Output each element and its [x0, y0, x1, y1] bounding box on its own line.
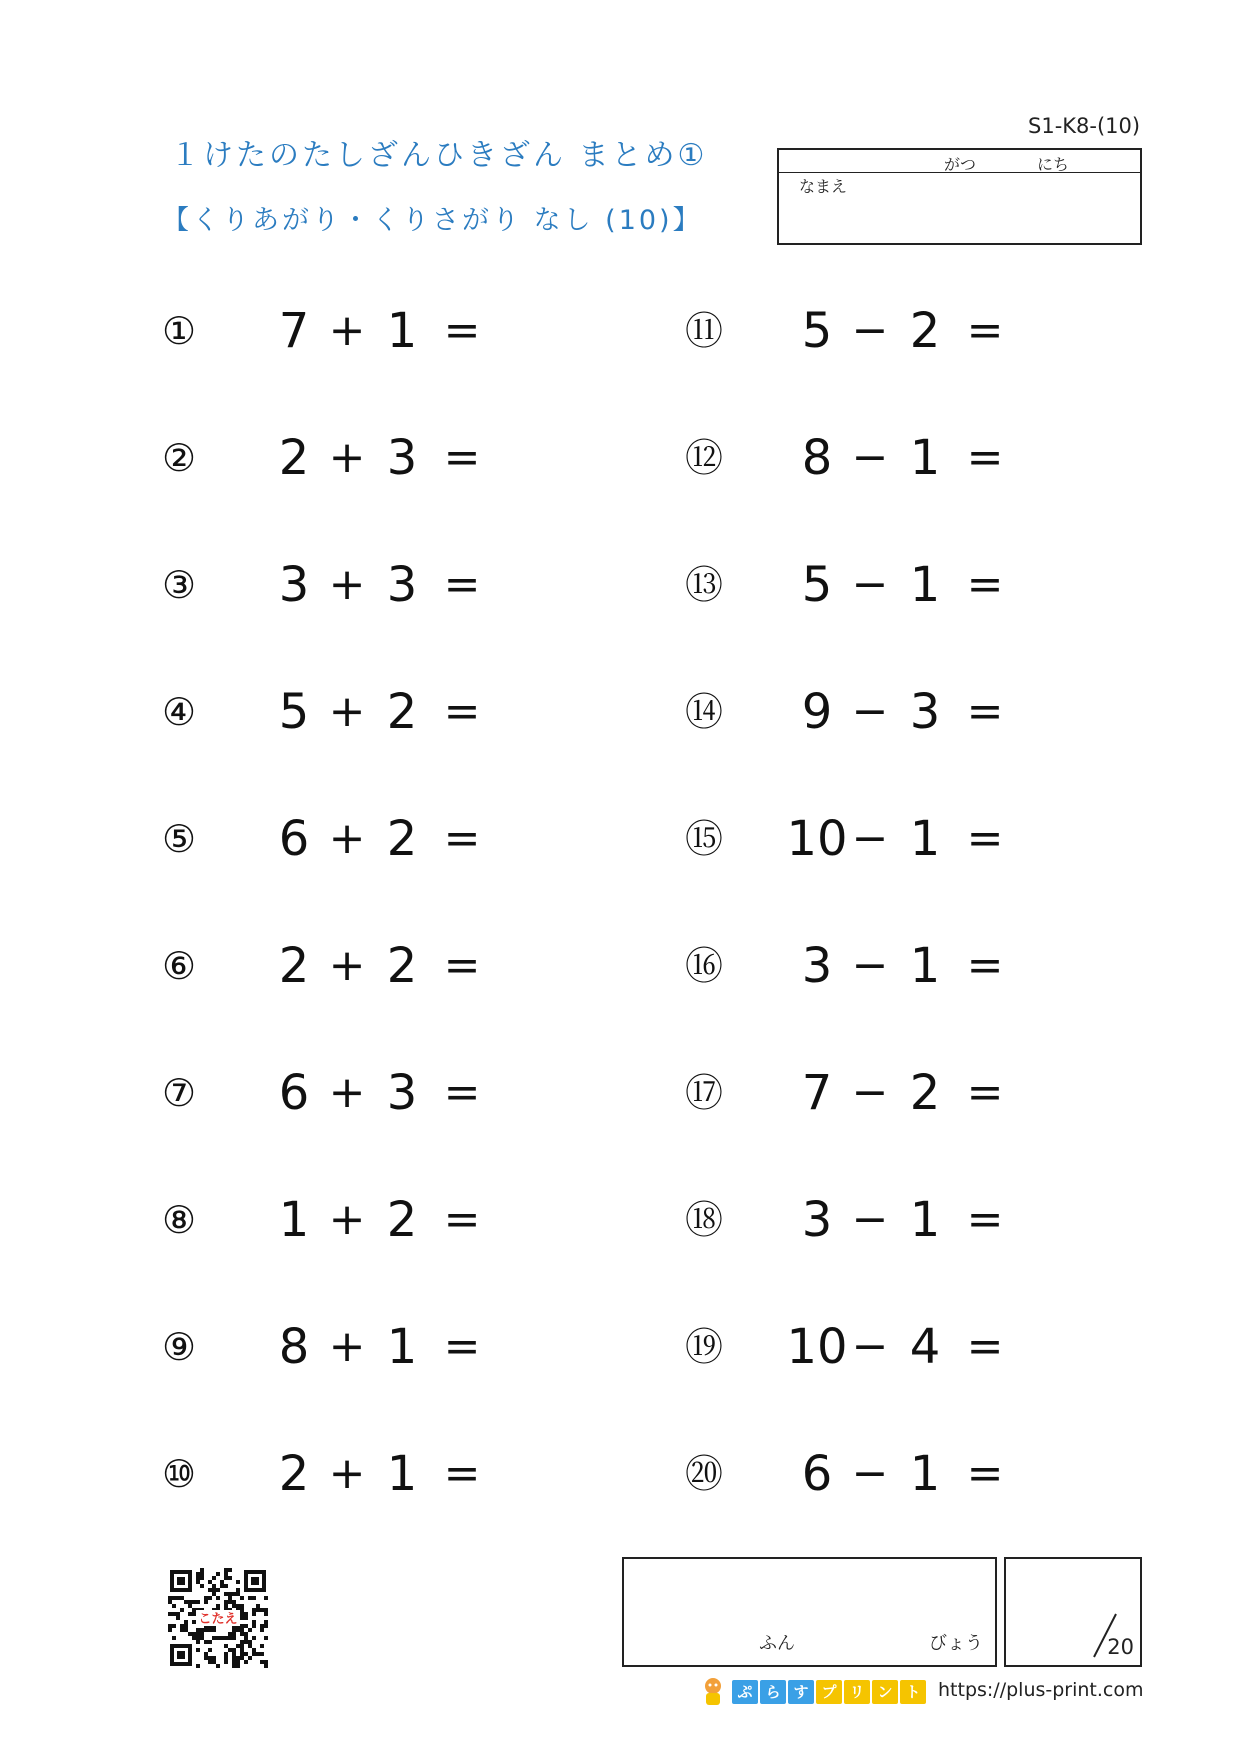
- operand-b: 3: [386, 557, 418, 613]
- operator: −: [851, 686, 889, 737]
- worksheet-code: S1-K8-(10): [1028, 114, 1141, 138]
- problem-row: [685, 1190, 1105, 1250]
- operand-a: 6: [278, 811, 310, 867]
- problem-row: [162, 682, 582, 742]
- qr-finder-tr: [244, 1570, 266, 1592]
- problem-number: ⑧: [162, 1198, 197, 1242]
- equals-sign: =: [443, 813, 481, 864]
- operator: +: [328, 940, 366, 991]
- problem-number: ⑬: [685, 563, 724, 607]
- operand-b: 2: [386, 684, 418, 740]
- operand-b: 3: [909, 684, 941, 740]
- equals-sign: =: [443, 1448, 481, 1499]
- problem-number: ⑰: [685, 1071, 724, 1115]
- brand-tile: ぷ: [732, 1680, 758, 1704]
- operand-a: 5: [278, 684, 310, 740]
- problem-number: ⑥: [162, 944, 197, 988]
- operand-b: 1: [909, 1192, 941, 1248]
- qr-finder-tl: [170, 1570, 192, 1592]
- problem-number: ⑯: [685, 944, 724, 988]
- problem-row: [162, 1063, 582, 1123]
- worksheet-title: １けたのたしざんひきざん まとめ①: [170, 138, 708, 173]
- operand-a: 10: [786, 1319, 848, 1375]
- problem-row: [685, 936, 1105, 996]
- operator: −: [851, 940, 889, 991]
- problem-number: ⑦: [162, 1071, 197, 1115]
- problem-number: ⑫: [685, 436, 724, 480]
- brand-tile: リ: [844, 1680, 870, 1704]
- operand-b: 1: [386, 303, 418, 359]
- site-url[interactable]: https://plus-print.com: [938, 1679, 1144, 1701]
- equals-sign: =: [443, 305, 481, 356]
- operator: −: [851, 1067, 889, 1118]
- problem-number: ⑳: [685, 1452, 724, 1496]
- operand-a: 9: [801, 684, 833, 740]
- operator: −: [851, 305, 889, 356]
- name-label: なまえ: [799, 177, 848, 196]
- problem-number: ⑪: [685, 309, 724, 353]
- operand-a: 8: [801, 430, 833, 486]
- operand-b: 1: [909, 938, 941, 994]
- operand-a: 2: [278, 938, 310, 994]
- operand-a: 3: [801, 938, 833, 994]
- operand-b: 3: [386, 1065, 418, 1121]
- qr-finder-bl: [170, 1644, 192, 1666]
- problem-number: ⑲: [685, 1325, 724, 1369]
- operator: +: [328, 1448, 366, 1499]
- operand-a: 7: [801, 1065, 833, 1121]
- equals-sign: =: [966, 1067, 1004, 1118]
- operand-a: 8: [278, 1319, 310, 1375]
- qr-answer-label: こたえ: [198, 1612, 238, 1627]
- operator: −: [851, 559, 889, 610]
- brand-tile: プ: [816, 1680, 842, 1704]
- equals-sign: =: [443, 686, 481, 737]
- operator: +: [328, 1194, 366, 1245]
- operator: +: [328, 686, 366, 737]
- operand-a: 6: [278, 1065, 310, 1121]
- brand-tile: す: [788, 1680, 814, 1704]
- operand-b: 1: [386, 1319, 418, 1375]
- problem-row: [685, 1444, 1105, 1504]
- operand-b: 3: [386, 430, 418, 486]
- operand-b: 2: [386, 811, 418, 867]
- problem-number: ①: [162, 309, 197, 353]
- time-box: [622, 1557, 997, 1667]
- brand-tile: ン: [872, 1680, 898, 1704]
- operand-a: 10: [786, 811, 848, 867]
- operator: +: [328, 432, 366, 483]
- problem-row: [685, 301, 1105, 361]
- brand-tile: ト: [900, 1680, 926, 1704]
- problem-row: [685, 1317, 1105, 1377]
- operand-a: 6: [801, 1446, 833, 1502]
- equals-sign: =: [966, 940, 1004, 991]
- problem-row: [685, 809, 1105, 869]
- problem-number: ④: [162, 690, 197, 734]
- minutes-label: ふん: [759, 1633, 795, 1654]
- equals-sign: =: [443, 1321, 481, 1372]
- problem-number: ②: [162, 436, 197, 480]
- mascot-icon: [700, 1676, 726, 1708]
- operator: −: [851, 432, 889, 483]
- operand-b: 4: [909, 1319, 941, 1375]
- equals-sign: =: [966, 686, 1004, 737]
- operand-b: 2: [909, 1065, 941, 1121]
- problem-row: [162, 1444, 582, 1504]
- operand-a: 2: [278, 430, 310, 486]
- problem-row: [162, 809, 582, 869]
- problem-number: ⑤: [162, 817, 197, 861]
- equals-sign: =: [966, 1448, 1004, 1499]
- operand-a: 1: [278, 1192, 310, 1248]
- equals-sign: =: [443, 940, 481, 991]
- problem-number: ⑭: [685, 690, 724, 734]
- operand-a: 2: [278, 1446, 310, 1502]
- score-total: 20: [1107, 1635, 1134, 1659]
- problem-number: ⑱: [685, 1198, 724, 1242]
- operator: +: [328, 1321, 366, 1372]
- equals-sign: =: [443, 1194, 481, 1245]
- operand-b: 1: [909, 1446, 941, 1502]
- operator: +: [328, 559, 366, 610]
- operand-a: 3: [801, 1192, 833, 1248]
- operator: +: [328, 305, 366, 356]
- problem-number: ③: [162, 563, 197, 607]
- operand-a: 7: [278, 303, 310, 359]
- equals-sign: =: [966, 1321, 1004, 1372]
- operand-b: 2: [386, 938, 418, 994]
- operand-b: 1: [909, 811, 941, 867]
- operand-a: 5: [801, 557, 833, 613]
- operand-b: 1: [386, 1446, 418, 1502]
- problem-number: ⑩: [162, 1452, 197, 1496]
- equals-sign: =: [966, 432, 1004, 483]
- equals-sign: =: [966, 1194, 1004, 1245]
- problem-row: [162, 428, 582, 488]
- operator: −: [851, 813, 889, 864]
- problem-row: [162, 1190, 582, 1250]
- operator: −: [851, 1321, 889, 1372]
- seconds-label: びょう: [929, 1633, 983, 1654]
- operator: +: [328, 813, 366, 864]
- problem-number: ⑨: [162, 1325, 197, 1369]
- problem-row: [685, 1063, 1105, 1123]
- operand-b: 1: [909, 557, 941, 613]
- answer-qr-code[interactable]: [168, 1568, 268, 1668]
- month-label: がつ: [944, 155, 977, 174]
- operand-b: 2: [386, 1192, 418, 1248]
- problem-row: [162, 1317, 582, 1377]
- operator: −: [851, 1448, 889, 1499]
- problem-row: [162, 936, 582, 996]
- equals-sign: =: [966, 559, 1004, 610]
- brand-tile: ら: [760, 1680, 786, 1704]
- operand-b: 2: [909, 303, 941, 359]
- equals-sign: =: [966, 305, 1004, 356]
- day-label: にち: [1037, 155, 1070, 174]
- equals-sign: =: [443, 1067, 481, 1118]
- problem-number: ⑮: [685, 817, 724, 861]
- name-date-box: [777, 148, 1142, 245]
- problem-row: [685, 555, 1105, 615]
- problem-row: [162, 555, 582, 615]
- problem-row: [685, 682, 1105, 742]
- equals-sign: =: [966, 813, 1004, 864]
- problem-row: [685, 428, 1105, 488]
- operator: +: [328, 1067, 366, 1118]
- operand-b: 1: [909, 430, 941, 486]
- equals-sign: =: [443, 559, 481, 610]
- worksheet-subtitle: 【くりあがり・くりさがり なし (10)】: [162, 205, 703, 236]
- operand-a: 3: [278, 557, 310, 613]
- equals-sign: =: [443, 432, 481, 483]
- problem-row: [162, 301, 582, 361]
- operator: −: [851, 1194, 889, 1245]
- score-box: [1004, 1557, 1142, 1667]
- operand-a: 5: [801, 303, 833, 359]
